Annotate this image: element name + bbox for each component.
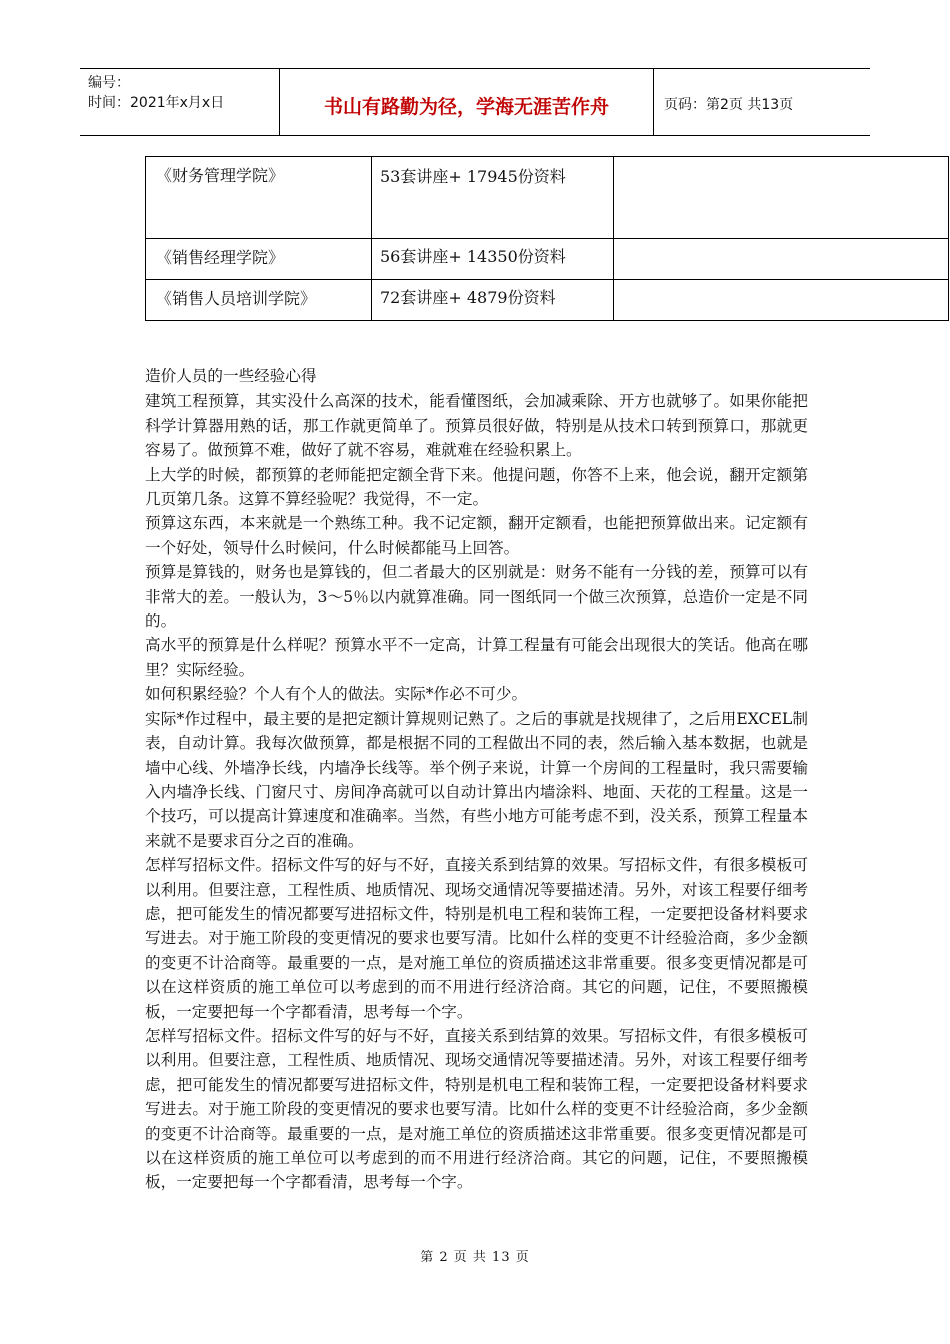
header-page-info: 页码：第2页 共13页 [664, 97, 794, 113]
table-row [146, 239, 949, 280]
resource-name: 《销售经理学院》 [146, 239, 372, 280]
resource-desc: 72套讲座+ 4879份资料 [372, 280, 614, 321]
paragraph: 上大学的时候，都预算的老师能把定额全背下来。他提问题，你答不上来，他会说，翻开定额第几页第几条。这算不算经验呢？我觉得，不一定。 [145, 465, 808, 509]
resource-table [145, 156, 949, 321]
article-title: 造价人员的一些经验心得 [145, 367, 317, 385]
resource-extra [614, 157, 949, 239]
paragraph: 如何积累经验？个人有个人的做法。实际*作必不可少。 [145, 685, 528, 704]
paragraph: 怎样写招标文件。招标文件写的好与不好，直接关系到结算的效果。写招标文件，有很多模板可以利用。但要注意，工程性质、地质情况、现场交通情况等要描述清。另外，对该工程要仔细考虑，把可能发生的情况都要写进招标文件，特别是机电工程和装饰工程，一定要把设备材料要求写进去。对于施工阶段的变更情况的要求也要写清。比如什么样的变更不计经验洽商，多少金额的变更不计洽商等。最重要的一点，是对施工单位的资质描述这非常重要。很多变更情况都是可以在这样资质的施工单位可以考虑到的而不用进行经济洽商。其它的问题，记住，不要照搬模板，一定要把每一个字都看清，思考每一个字。 [145, 1026, 808, 1192]
resource-name: 《销售人员培训学院》 [146, 280, 372, 321]
resource-desc: 56套讲座+ 14350份资料 [372, 239, 614, 280]
resource-extra [614, 280, 949, 321]
article-body [145, 364, 808, 1195]
page-header [80, 68, 870, 136]
page-footer: 第 2 页 共 13 页 [420, 1250, 530, 1265]
resource-extra [614, 239, 949, 280]
header-meta [80, 69, 280, 135]
paragraph: 高水平的预算是什么样呢？预算水平不一定高，计算工程量有可能会出现很大的笑话。他高在哪里？实际经验。 [145, 636, 808, 679]
header-motto: 书山有路勤为径，学海无涯苦作舟 [280, 69, 654, 135]
paragraph: 实际*作过程中，最主要的是把定额计算规则记熟了。之后的事就是找规律了，之后用EXCEL制表，自动计算。我每次做预算，都是根据不同的工程做出不同的表，然后输入基本数据，也就是墙中心线、外墙净长线，内墙净长线等。举个例子来说，计算一个房间的工程量时，我只需要输入内墙净长线、门窗尺寸、房间净高就可以自动计算出内墙涂料、地面、天花的工程量。这是一个技巧，可以提高计算速度和准确率。当然，有些小地方可能考虑不到，没关系，预算工程量本来就不是要求百分之百的准确。 [145, 709, 808, 850]
paragraph: 建筑工程预算，其实没什么高深的技术，能看懂图纸，会加减乘除、开方也就够了。如果你能把科学计算器用熟的话，那工作就更简单了。预算员很好做，特别是从技术口转到预算口，那就更容易了。做预算不难，做好了就不容易，难就难在经验积累上。 [145, 392, 808, 460]
time-label: 时间：2021年x月x日 [88, 95, 225, 111]
table-row [146, 280, 949, 321]
paragraph: 怎样写招标文件。招标文件写的好与不好，直接关系到结算的效果。写招标文件，有很多模板可以利用。但要注意，工程性质、地质情况、现场交通情况等要描述清。另外，对该工程要仔细考虑，把可能发生的情况都要写进招标文件，特别是机电工程和装饰工程，一定要把设备材料要求写进去。对于施工阶段的变更情况的要求也要写清。比如什么样的变更不计经验洽商，多少金额的变更不计洽商等。最重要的一点，是对施工单位的资质描述这非常重要。很多变更情况都是可以在这样资质的施工单位可以考虑到的而不用进行经济洽商。其它的问题，记住，不要照搬模板，一定要把每一个字都看清，思考每一个字。 [145, 856, 808, 1021]
resource-desc: 53套讲座+ 17945份资料 [372, 157, 614, 239]
resource-name: 《财务管理学院》 [146, 157, 372, 239]
paragraph: 预算是算钱的，财务也是算钱的，但二者最大的区别就是：财务不能有一分钱的差，预算可以有非常大的差。一般认为，3～5％以内就算准确。同一图纸同一个做三次预算，总造价一定是不同的。 [145, 563, 808, 631]
serial-label: 编号： [88, 75, 130, 91]
paragraph: 预算这东西，本来就是一个熟练工种。我不记定额，翻开定额看，也能把预算做出来。记定额有一个好处，领导什么时候问，什么时候都能马上回答。 [145, 514, 808, 557]
table-row [146, 157, 949, 239]
